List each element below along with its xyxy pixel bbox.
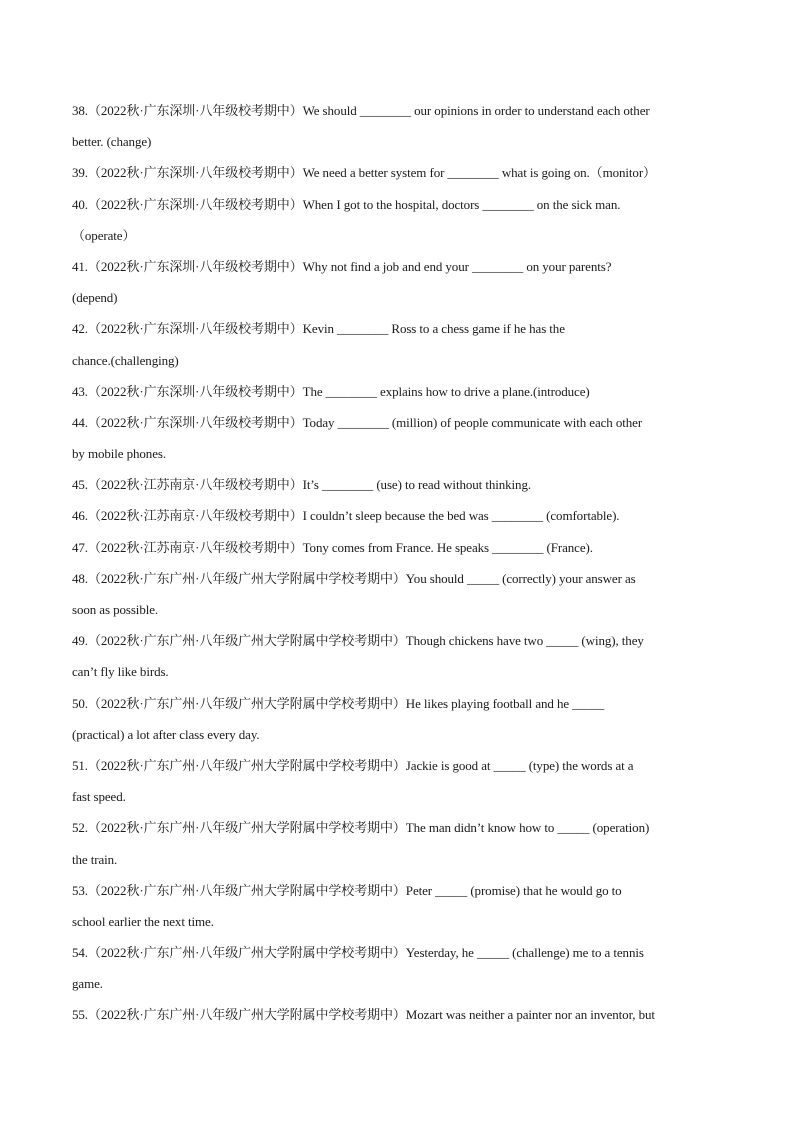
question-50-line-1: 50.（2022秋·广东广州·八年级广州大学附属中学校考期中）He likes playing football and he _____ (72, 695, 605, 711)
question-49-line-1: 49.（2022秋·广东广州·八年级广州大学附属中学校考期中）Though chickens have two _____ (wing), they (72, 633, 644, 649)
question-54-line-1: 54.（2022秋·广东广州·八年级广州大学附属中学校考期中）Yesterday, he _____ (challenge) me to a tennis (72, 945, 644, 961)
question-41-line-1: 41.（2022秋·广东深圳·八年级校考期中）Why not find a job and end your ________ on your parents? (72, 258, 612, 274)
question-43-line-1: 43.（2022秋·广东深圳·八年级校考期中）The ________ explains how to drive a plane.(introduce) (72, 383, 590, 399)
question-51-line-1: 51.（2022秋·广东广州·八年级广州大学附属中学校考期中）Jackie is good at _____ (type) the words at a (72, 757, 634, 773)
question-38-line-1: 38.（2022秋·广东深圳·八年级校考期中）We should ________ our opinions in order to understand each other (72, 103, 650, 118)
question-49-line-2: can’t fly like birds. (72, 664, 169, 680)
question-54-line-2: game. (72, 976, 103, 992)
question-51-line-2: fast speed. (72, 789, 126, 805)
question-39-line-1: 39.（2022秋·广东深圳·八年级校考期中）We need a better system for ________ what is going on.（monitor） (72, 165, 656, 181)
question-50-line-2: (practical) a lot after class every day. (72, 726, 260, 742)
question-48-line-1: 48.（2022秋·广东广州·八年级广州大学附属中学校考期中）You should _____ (correctly) your answer as (72, 570, 636, 586)
question-48-line-2: soon as possible. (72, 602, 159, 617)
question-41-line-2: (depend) (72, 290, 118, 306)
question-42-line-1: 42.（2022秋·广东深圳·八年级校考期中）Kevin ________ Ross to a chess game if he has the (72, 321, 565, 337)
question-47-line-1: 47.（2022秋·江苏南京·八年级校考期中）Tony comes from France. He speaks ________ (France). (72, 539, 593, 555)
question-42-line-2: chance.(challenging) (72, 352, 179, 368)
question-44-line-2: by mobile phones. (72, 446, 166, 462)
question-40-line-1: 40.（2022秋·广东深圳·八年级校考期中）When I got to the hospital, doctors ________ on the sick man. (72, 196, 621, 212)
question-52-line-1: 52.（2022秋·广东广州·八年级广州大学附属中学校考期中）The man didn’t know how to _____ (operation) (72, 820, 650, 836)
question-46-line-1: 46.（2022秋·江苏南京·八年级校考期中）I couldn’t sleep because the bed was ________ (comfortable). (72, 508, 620, 524)
question-55-line-1: 55.（2022秋·广东广州·八年级广州大学附属中学校考期中）Mozart was neither a painter nor an inventor, but (72, 1007, 655, 1023)
question-40-line-2: （operate） (72, 227, 136, 243)
question-53-line-2: school earlier the next time. (72, 913, 214, 929)
question-44-line-1: 44.（2022秋·广东深圳·八年级校考期中）Today ________ (million) of people communicate with each other (72, 414, 643, 430)
question-38-line-2: better. (change) (72, 134, 152, 150)
question-list (72, 95, 724, 1031)
question-52-line-2: the train. (72, 851, 118, 867)
question-45-line-1: 45.（2022秋·江苏南京·八年级校考期中）It’s ________ (use) to read without thinking. (72, 477, 531, 493)
question-53-line-1: 53.（2022秋·广东广州·八年级广州大学附属中学校考期中）Peter _____ (promise) that he would go to (72, 882, 622, 898)
